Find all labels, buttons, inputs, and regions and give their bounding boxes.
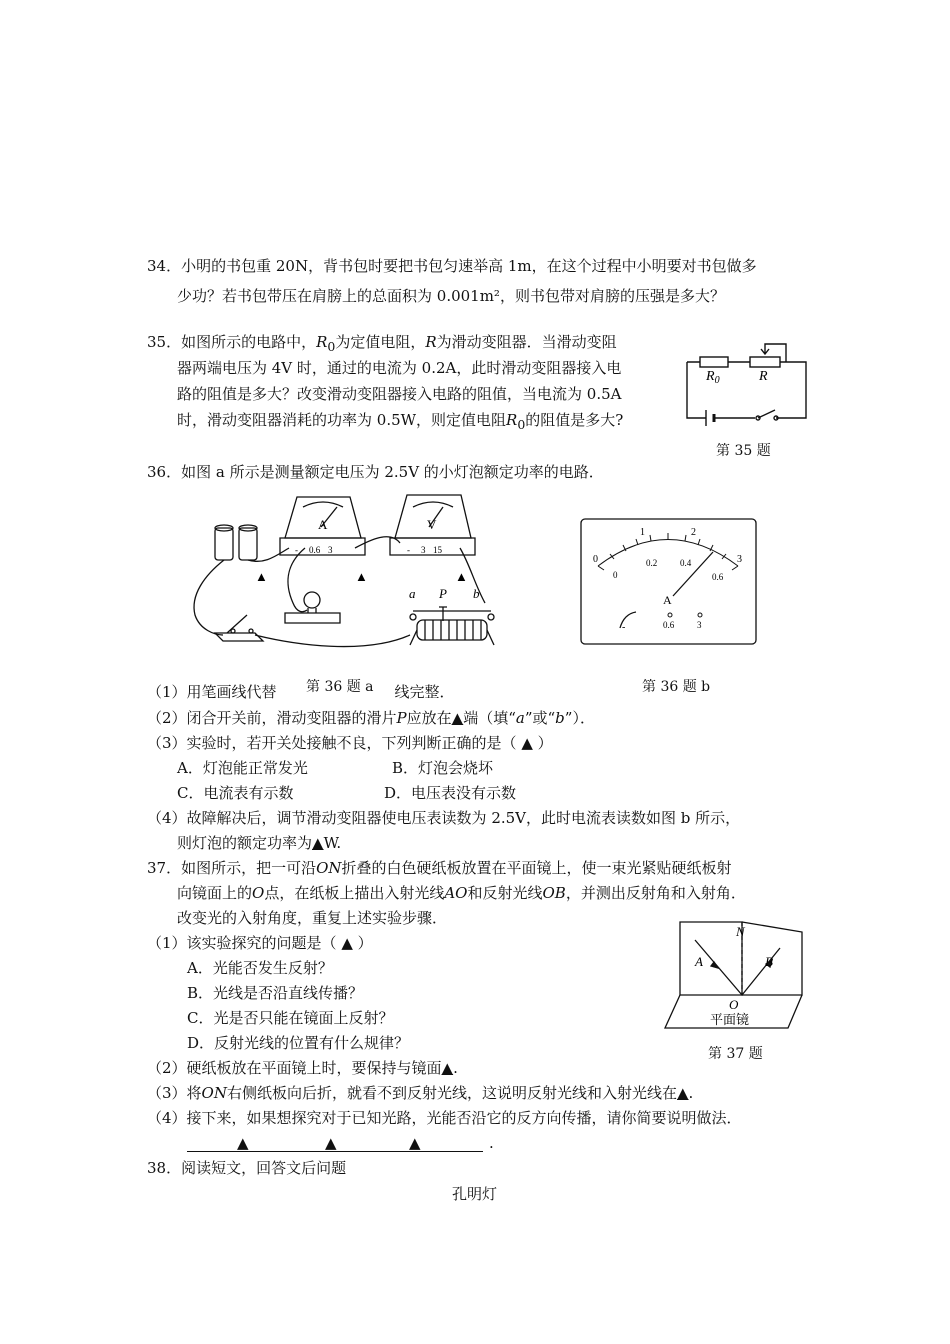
ammeter-terminal-06: 0.6 bbox=[309, 545, 321, 555]
fig-a-blank-mark: ▲ bbox=[255, 569, 268, 584]
ammeter-letter: A bbox=[318, 517, 328, 532]
scale-top-1: 1 bbox=[640, 527, 645, 538]
q37-part2: （2）硬纸板放在平面镜上时，要保持与镜面▲. bbox=[147, 1059, 458, 1077]
answer-blank[interactable]: ▲ bbox=[312, 834, 324, 852]
q35-line4: 时，滑动变阻器消耗的功率为 0.5W，则定值电阻$R_0$的阻值是多大? bbox=[177, 411, 624, 432]
q35-circuit-figure bbox=[680, 340, 810, 430]
q36-option-b[interactable]: B．灯泡会烧坏 bbox=[392, 759, 494, 777]
voltmeter-terminal-3: 3 bbox=[421, 545, 426, 555]
q36-caption-b: 第 36 题 b bbox=[642, 679, 711, 695]
q36-figure-b bbox=[580, 518, 758, 646]
q37-option-c[interactable]: C．光是否只能在镜面上反射？ bbox=[187, 1009, 394, 1027]
q34-line2: 少功？若书包带压在肩膀上的总面积为 0.001m²，则书包带对肩膀的压强是多大？ bbox=[177, 287, 725, 305]
q37-fig-a: A bbox=[695, 954, 703, 969]
answer-blank[interactable]: ▲ bbox=[451, 709, 464, 727]
ammeter-terminal-3: 3 bbox=[328, 545, 333, 555]
scale-bottom-04: 0.4 bbox=[680, 558, 692, 568]
q37-fig-mirror: 平面镜 bbox=[710, 1012, 750, 1027]
fig-a-blank-mark: ▲ bbox=[355, 569, 368, 584]
scale-top-3: 3 bbox=[737, 554, 742, 565]
fig-b-letter: A bbox=[663, 593, 672, 607]
q36-part1: （1）用笔画线代替 线完整． bbox=[147, 683, 455, 701]
q37-part3: （3）将ON右侧纸板向后折，就看不到反射光线，这说明反射光线和入射光线在▲. bbox=[147, 1084, 694, 1102]
q37-line1: 37．如图所示，把一可沿ON折叠的白色硬纸板放置在平面镜上，使一束光紧贴硬纸板射 bbox=[147, 859, 732, 877]
q37-option-a[interactable]: A．光能否发生反射？ bbox=[187, 959, 333, 977]
q36-part4-line2: 则灯泡的额定功率为▲W. bbox=[177, 834, 342, 852]
voltmeter-letter: V bbox=[427, 517, 437, 532]
q37-figure bbox=[660, 920, 810, 1035]
q37-fig-n: N bbox=[736, 924, 745, 939]
q35-line3: 路的阻值是多大？改变滑动变阻器接入电路的阻值，当电流为 0.5A bbox=[177, 385, 622, 403]
fig-b-terminal-3: 3 bbox=[697, 620, 702, 630]
q36-figure-a bbox=[185, 485, 505, 665]
q37-caption: 第 37 题 bbox=[708, 1046, 763, 1062]
q35-fig-r-label: R bbox=[759, 369, 768, 384]
q37-option-d[interactable]: D．反射光线的位置有什么规律？ bbox=[187, 1034, 410, 1052]
fig-a-blank-mark: ▲ bbox=[455, 569, 468, 584]
q36-option-c[interactable]: C．电流表有示数 bbox=[177, 784, 294, 802]
fig-b-terminal-neg: - bbox=[622, 622, 626, 633]
scale-bottom-06: 0.6 bbox=[712, 572, 724, 582]
voltmeter-terminal-15: 15 bbox=[433, 545, 442, 555]
q36-part3: （3）实验时，若开关处接触不良，下列判断正确的是（ ▲ ） bbox=[147, 734, 553, 752]
q37-line3: 改变光的入射角度，重复上述实验步骤． bbox=[177, 909, 448, 927]
q36-caption-a: 第 36 题 a bbox=[304, 676, 376, 696]
q37-part1: （1）该实验探究的问题是（ ▲ ） bbox=[147, 934, 373, 952]
q35-line1: 35．如图所示的电路中，$R_0$为定值电阻，R为滑动变阻器．当滑动变阻 bbox=[147, 333, 617, 354]
answer-blank[interactable]: ▲ bbox=[677, 1084, 689, 1102]
q35-caption: 第 35 题 bbox=[716, 443, 771, 459]
q37-line2: 向镜面上的O点，在纸板上描出入射光线AO和反射光线OB，并测出反射角和入射角． bbox=[177, 884, 746, 902]
q37-part4: （4）接下来，如果想探究对于已知光路，光能否沿它的反方向传播，请你简要说明做法． bbox=[147, 1109, 742, 1127]
answer-blank[interactable]: ▲ bbox=[441, 1059, 454, 1077]
voltmeter-terminal-neg: - bbox=[407, 545, 410, 555]
q36-part4-line1: （4）故障解决后，调节滑动变阻器使电压表读数为 2.5V，此时电流表读数如图 b 所示， bbox=[147, 809, 741, 827]
rheostat-label-b: b bbox=[473, 586, 480, 601]
rheostat-label-a: a bbox=[409, 586, 416, 601]
q34-line1: 34．小明的书包重 20N，背书包时要把书包匀速举高 1m，在这个过程中小明要对书包做多 bbox=[147, 257, 757, 275]
scale-top-2: 2 bbox=[691, 527, 696, 538]
q37-fig-o: O bbox=[729, 997, 739, 1012]
q37-fig-b: B bbox=[765, 954, 773, 969]
fig-b-terminal-06: 0.6 bbox=[663, 620, 675, 630]
q36-intro: 36．如图 a 所示是测量额定电压为 2.5V 的小灯泡额定功率的电路． bbox=[147, 463, 604, 481]
q35-fig-r0-label: $R_0$ bbox=[706, 369, 720, 386]
scale-top-0: 0 bbox=[593, 554, 598, 565]
q36-option-d[interactable]: D．电压表没有示数 bbox=[384, 784, 517, 802]
q36-option-a[interactable]: A．灯泡能正常发光 bbox=[177, 759, 308, 777]
q38-title: 孔明灯 bbox=[452, 1185, 498, 1203]
q36-part2: （2）闭合开关前，滑动变阻器的滑片P应放在▲端（填“a”或“b”）． bbox=[147, 709, 595, 727]
rheostat-label-p: P bbox=[439, 586, 447, 601]
q38-intro: 38．阅读短文，回答文后问题 bbox=[147, 1159, 347, 1177]
ammeter-terminal-neg: - bbox=[295, 545, 298, 555]
scale-bottom-02: 0.2 bbox=[646, 558, 658, 568]
scale-bottom-0: 0 bbox=[613, 570, 618, 580]
q37-option-b[interactable]: B．光线是否沿直线传播？ bbox=[187, 984, 364, 1002]
q37-part4-answer-line[interactable]: ▲ ▲ ▲ . bbox=[187, 1133, 487, 1153]
q35-line2: 器两端电压为 4V 时，通过的电流为 0.2A，此时滑动变阻器接入电 bbox=[177, 359, 622, 377]
